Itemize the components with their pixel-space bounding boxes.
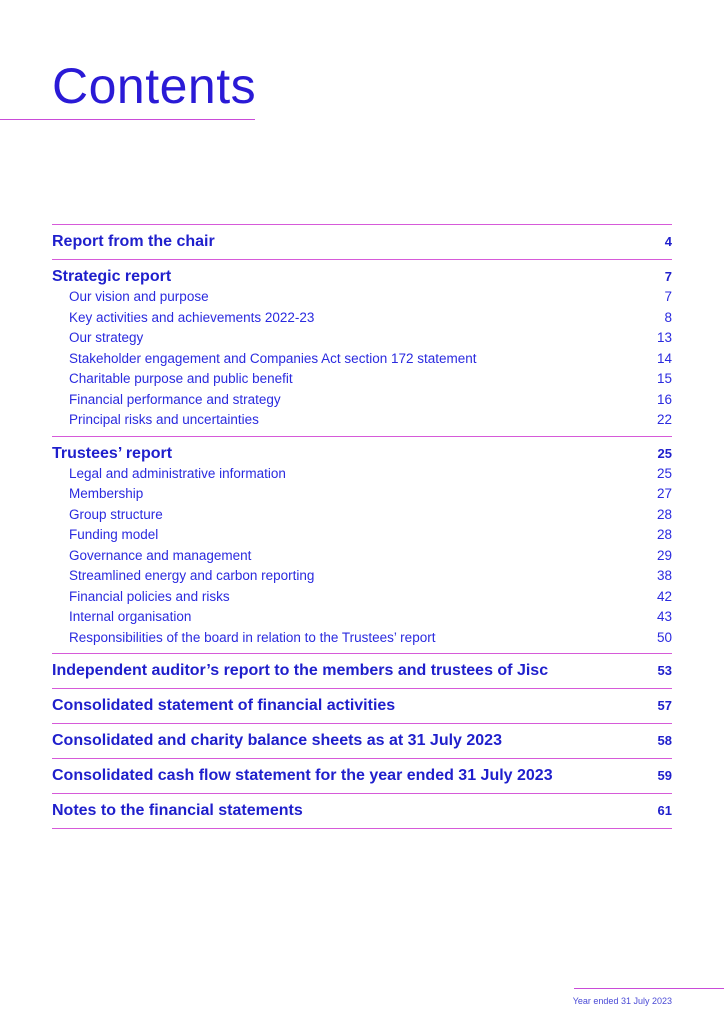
toc-subsection-page: 13 [656,330,672,345]
toc-subsection-title: Our vision and purpose [69,289,209,304]
toc-subsection-link[interactable] [52,628,672,649]
title-divider [0,119,255,120]
toc-section [52,653,672,688]
toc-subsection-page: 25 [656,465,672,481]
toc-subsection-link[interactable] [52,607,672,628]
toc-section-title: Independent auditor’s report to the members and trustees of Jisc [52,662,549,679]
toc-subsection-link[interactable] [52,390,672,411]
toc-subsection-title: Legal and administrative information [69,465,286,481]
toc-section-page: 4 [664,234,672,249]
toc-subsection-title: Financial performance and strategy [69,391,281,407]
toc-section-title: Strategic report [52,268,172,285]
toc-subsection-title: Group structure [69,506,163,522]
toc-section-page: 58 [657,733,672,748]
toc-subsection-title: Principal risks and uncertainties [69,412,259,427]
toc-section [52,224,672,259]
toc-subsection-link[interactable] [52,287,672,308]
toc-section-page: 25 [657,445,672,461]
toc-subsection-link[interactable] [52,328,672,349]
toc-section-link[interactable] [52,794,672,828]
toc-section-link[interactable] [52,724,672,758]
toc-section [52,793,672,828]
toc-section-title: Consolidated and charity balance sheets as at 31 July 2023 [52,732,502,749]
toc-subsection-link[interactable] [52,587,672,608]
toc-section [52,688,672,723]
toc-section-title: Consolidated statement of financial activities [52,697,396,714]
toc-subsection-page: 28 [656,527,672,542]
toc-subsection-link[interactable] [52,546,672,567]
toc-subsection-page: 22 [656,412,672,427]
toc-subsection-page: 8 [664,309,672,325]
toc-subsection-page: 15 [656,371,672,386]
toc-subsection-link[interactable] [52,410,672,431]
toc-subsection-title: Responsibilities of the board in relation to the Trustees’ report [69,629,436,645]
toc-subsection-link[interactable] [52,464,672,485]
toc-subsection-page: 16 [656,391,672,407]
toc-subsection-link[interactable] [52,369,672,390]
page-title: Contents [52,58,257,114]
toc-section-page: 61 [657,803,672,818]
toc-subsection-page: 28 [656,506,672,522]
toc-subsection-link[interactable] [52,308,672,329]
toc-subsection-title: Financial policies and risks [69,588,230,604]
toc-subsection-title: Internal organisation [69,609,192,624]
toc-subsection-title: Streamlined energy and carbon reporting [69,568,315,583]
table-of-contents [52,224,672,829]
toc-section-page: 57 [657,698,672,713]
toc-subsection-page: 42 [656,588,672,604]
toc-subsection-link[interactable] [52,566,672,587]
toc-subsection-title: Membership [69,486,144,501]
toc-subsection-page: 14 [656,350,672,366]
toc-section [52,758,672,793]
toc-section [52,723,672,758]
toc-subsection-title: Charitable purpose and public benefit [69,371,293,386]
toc-subsection-title: Funding model [69,527,159,542]
toc-section-link[interactable] [52,689,672,723]
toc-subsection-page: 43 [656,609,672,624]
toc-subsection-link[interactable] [52,505,672,526]
toc-section-title: Trustees’ report [52,444,173,462]
toc-section-page: 7 [664,269,672,284]
toc-subsection-title: Key activities and achievements 2022-23 [69,309,315,325]
footer-label: Year ended 31 July 2023 [572,996,672,1006]
toc-section-title: Report from the chair [52,233,215,250]
toc-subsection-list [52,464,672,654]
toc-section-title: Notes to the financial statements [52,802,303,819]
toc-subsection-page: 29 [656,547,672,563]
toc-subsection-page: 50 [656,629,672,645]
toc-subsection-title: Our strategy [69,330,144,345]
toc-subsection-page: 27 [656,486,672,501]
toc-section-page: 59 [657,768,672,783]
toc-subsection-link[interactable] [52,525,672,546]
toc-subsection-list [52,287,672,436]
toc-section-link[interactable] [52,225,672,259]
toc-subsection-page: 38 [656,568,672,583]
toc-section [52,436,672,654]
toc-subsection-page: 7 [664,289,672,304]
toc-subsection-link[interactable] [52,349,672,370]
footer-divider [574,988,724,989]
toc-section-title: Consolidated cash flow statement for the year ended 31 July 2023 [52,767,553,784]
toc-subsection-title: Governance and management [69,547,252,563]
toc-section-link[interactable] [52,654,672,688]
toc-section-page: 53 [657,663,672,678]
toc-bottom-divider [52,828,672,829]
toc-section-link[interactable] [52,759,672,793]
toc-section [52,259,672,436]
toc-subsection-link[interactable] [52,484,672,505]
toc-subsection-title: Stakeholder engagement and Companies Act section 172 statement [69,350,477,366]
